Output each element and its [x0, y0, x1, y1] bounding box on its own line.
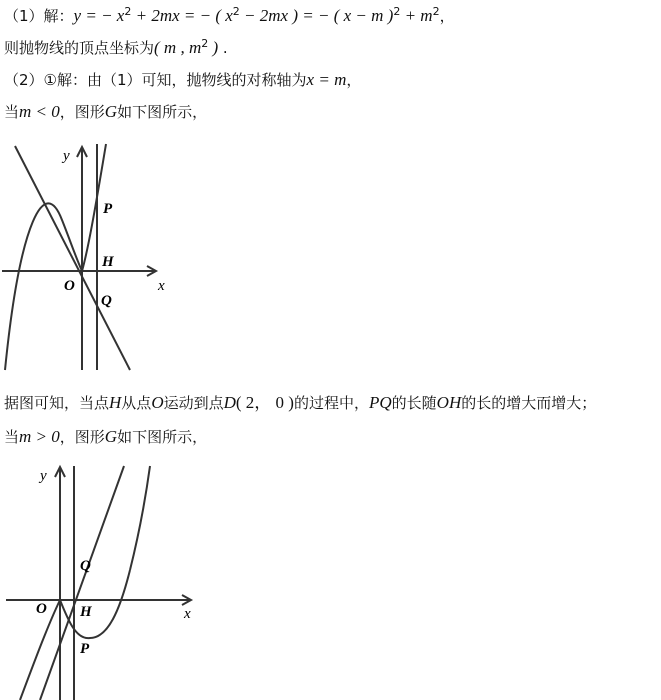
shown-text: 如下图所示，	[117, 103, 208, 121]
exp-5: 2	[201, 37, 209, 50]
vertex-coordinate-line	[4, 38, 228, 58]
part1-label: （1）解：	[4, 7, 74, 25]
exp-1: 2	[124, 5, 132, 18]
figure-text: ，图形	[59, 103, 105, 121]
fig2-H-label: H	[80, 604, 92, 620]
exp-4: 2	[432, 5, 440, 18]
axis-formula: x = m	[306, 70, 347, 89]
fig2-P-label: P	[80, 641, 90, 657]
G-label-2: G	[104, 427, 118, 446]
m-negative: m < 0	[19, 102, 60, 121]
vertex-form-b: + 2mx = − ( x	[131, 6, 233, 25]
fig1-P-label: P	[103, 201, 113, 217]
point-O: O	[151, 393, 164, 412]
exp-2: 2	[232, 5, 240, 18]
fig1-H-label: H	[102, 254, 114, 270]
fig2-x-label: x	[184, 606, 191, 622]
comma: ，	[439, 7, 455, 25]
conc-text-c: 运动到点	[163, 394, 224, 412]
vertex-text: 则抛物线的顶点坐标为	[4, 39, 155, 57]
case-m-positive-line	[4, 427, 207, 447]
conc-text-f: 的长的增大而增大；	[461, 394, 597, 412]
fig1-y-label: y	[63, 148, 70, 164]
conc-text-d: 的过程中，	[293, 394, 369, 412]
conc-text-a: 据图可知，当点	[4, 394, 110, 412]
figure-text-2: ，图形	[59, 428, 105, 446]
m-positive: m > 0	[19, 427, 60, 446]
fig2-y-label: y	[40, 468, 47, 484]
vertex-form-a: y = − x	[73, 6, 125, 25]
figure-1-graph	[0, 140, 180, 375]
when-text: 当	[4, 103, 20, 121]
vertex-form-c: − 2mx ) = − ( x − m )	[239, 6, 394, 25]
shown-text-2: 如下图所示，	[117, 428, 208, 446]
point-D: D	[223, 393, 236, 412]
vertex-coord: ( m , m	[154, 38, 202, 57]
figure-2-graph	[0, 460, 200, 700]
axis-text: （2）①解：由（1）可知，抛物线的对称轴为	[4, 71, 307, 89]
exp-3: 2	[393, 5, 401, 18]
solution-part1-line	[4, 6, 455, 26]
fig1-x-label: x	[158, 278, 165, 294]
point-D-coord: ( 2， 0 )	[235, 393, 294, 412]
vertex-coord-end: )	[208, 38, 219, 57]
G-label: G	[104, 102, 118, 121]
vertex-form-d: + m	[400, 6, 433, 25]
conclusion-line	[4, 393, 596, 413]
fig2-Q-label: Q	[80, 558, 91, 574]
straight-line	[40, 466, 124, 700]
point-H: H	[109, 393, 122, 412]
case-m-negative-line	[4, 102, 207, 122]
fig1-O-label: O	[64, 278, 75, 294]
segment-OH: OH	[436, 393, 462, 412]
parabola-right	[130, 466, 150, 570]
conc-text-b: 从点	[121, 394, 152, 412]
fig2-O-label: O	[36, 601, 47, 617]
conc-text-e: 的长随	[391, 394, 437, 412]
axis-line	[4, 70, 361, 90]
segment-PQ: PQ	[368, 393, 392, 412]
period: .	[218, 39, 228, 57]
fig1-Q-label: Q	[101, 293, 112, 309]
comma: ，	[346, 71, 362, 89]
when-text-2: 当	[4, 428, 20, 446]
